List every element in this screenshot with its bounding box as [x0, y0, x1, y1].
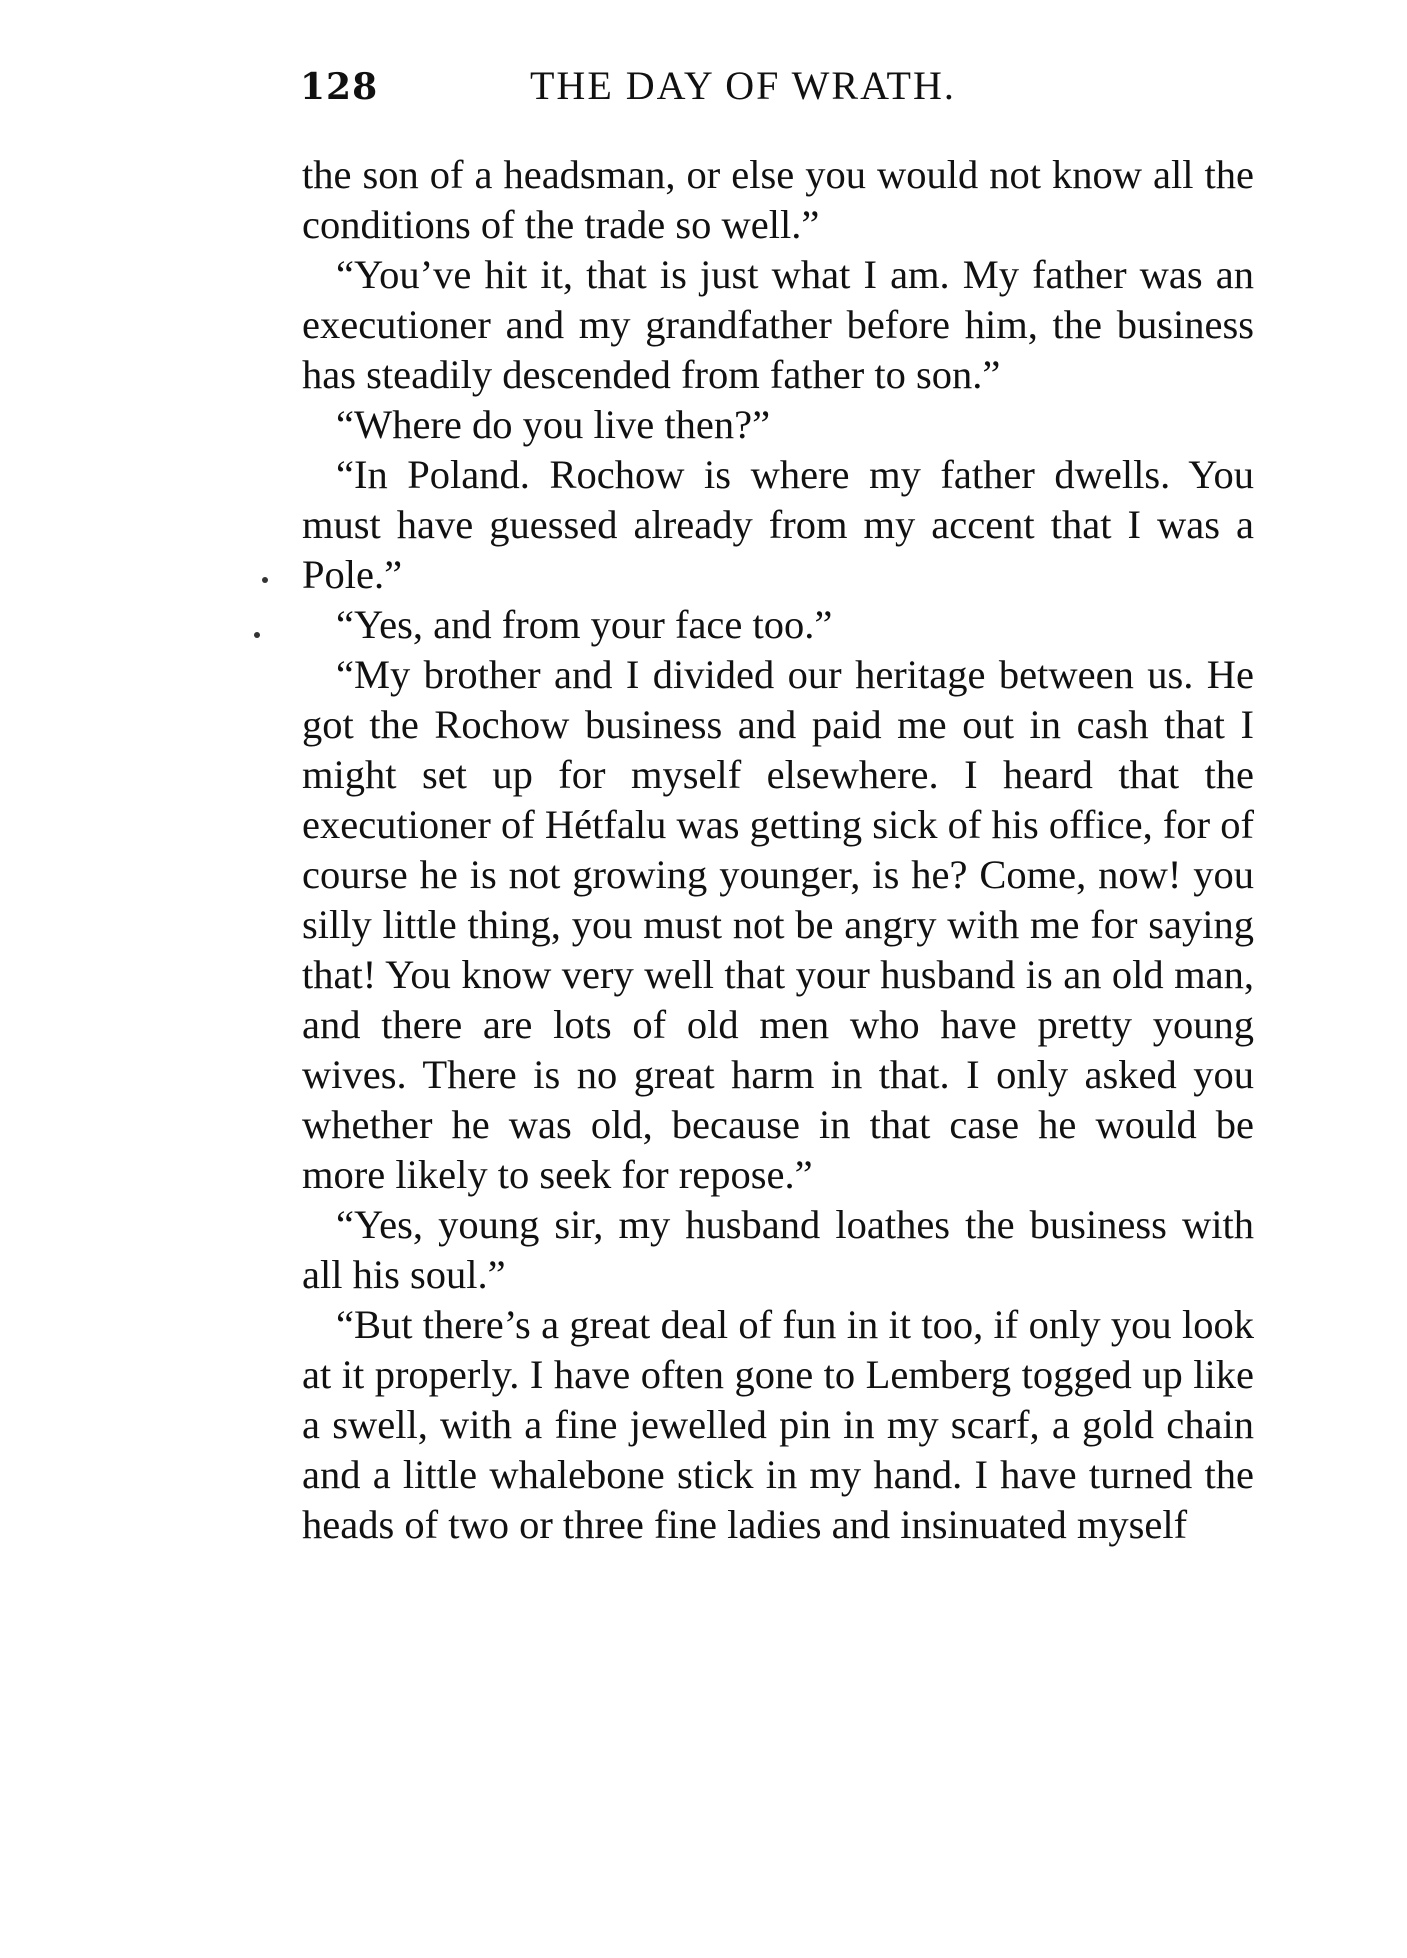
paragraph-1: the son of a headsman, or else you would not know all the conditions of the trade so well.”: [302, 152, 1254, 247]
paragraph-5: “Yes, and from your face too.”: [336, 602, 833, 647]
running-head: [300, 60, 1252, 116]
ink-speck: [262, 577, 268, 583]
paragraph-3: “Where do you live then?”: [336, 402, 771, 447]
page-number: 128: [300, 66, 379, 108]
running-title: THE DAY OF WRATH.: [530, 63, 956, 108]
paragraph-6: “My brother and I divided our heritage between us. He got the Rochow business and paid me out in cash that I might set up for myself elsewhere. I heard that the executioner of Hétfalu was getting sick of his office, for of course he is not growing younger, is he? Come, now! you silly little thing, you must not be angry with me for saying that! You know very well that your husband is an old man, and there are lots of old men who have pretty young wives. There is no great harm in that. I only asked you whether he was old, because in that case he would be more likely to seek for repose.”: [302, 652, 1254, 1197]
ink-speck: [254, 632, 260, 638]
paragraph-2: “You’ve hit it, that is just what I am. My father was an executioner and my grandfather before him, the business has steadily descended from father to son.”: [302, 252, 1254, 397]
paragraph-7: “Yes, young sir, my husband loathes the business with all his soul.”: [302, 1202, 1254, 1297]
body-text: [302, 150, 1254, 1550]
paragraph-8: “But there’s a great deal of fun in it too, if only you look at it properly. I have often gone to Lemberg togged up like a swell, with a fine jewelled pin in my scarf, a gold chain and a little whalebone stick in my hand. I have turned the heads of two or three fine ladies and insinuated myself: [302, 1302, 1254, 1547]
paragraph-4: “In Poland. Rochow is where my father dwells. You must have guessed already from my accent that I was a Pole.”: [302, 452, 1254, 597]
